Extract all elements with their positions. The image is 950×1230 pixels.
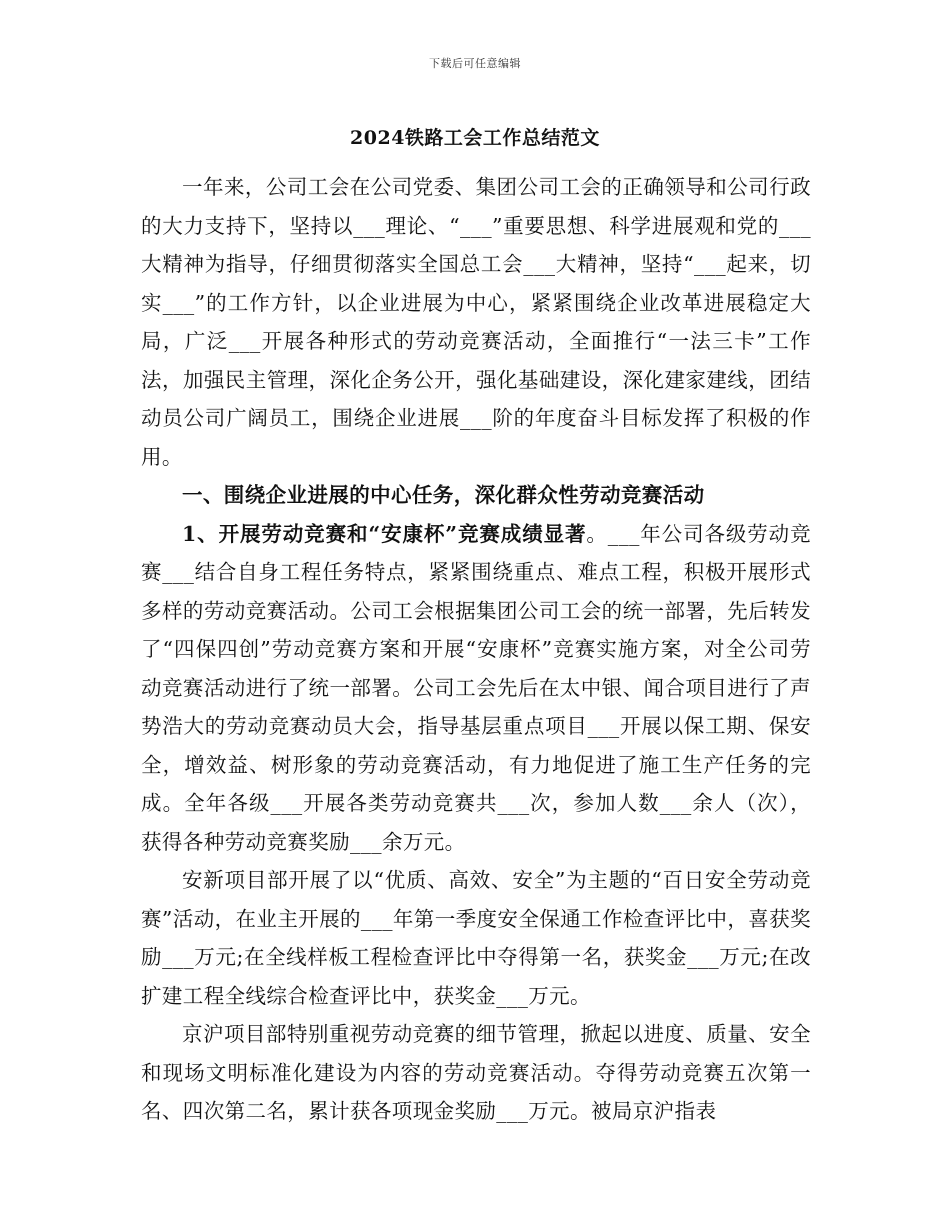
section-1-paragraph-3: 京沪项目部特别重视劳动竞赛的细节管理，掀起以进度、质量、安全和现场文明标准化建设为内容的劳动竞赛活动。夺得劳动竞赛五次第一名、四次第二名，累计获各项现金奖励___万元。被局京沪指表 <box>141 1022 811 1123</box>
document-title: 2024铁路工会工作总结范文 <box>350 127 600 149</box>
header-note: 下载后可任意编辑 <box>429 57 521 70</box>
section-1-paragraph-1 <box>141 515 811 862</box>
subsection-1-title: 1、开展劳动竞赛和“安康杯”竞赛成绩显著 <box>182 521 587 546</box>
section-1-paragraph-2: 安新项目部开展了以“优质、高效、安全”为主题的“百日安全劳动竞赛”活动，在业主开展的___年第一季度安全保通工作检查评比中，喜获奖励___万元;在全线样板工程检查评比中夺得第一名，获奖金___万元;在改扩建工程全线综合检查评比中，获奖金___万元。 <box>141 868 811 1008</box>
subsection-1-text: 。___年公司各级劳动竞赛___结合自身工程任务特点，紧紧围绕重点、难点工程，积极开展形式多样的劳动竞赛活动。公司工会根据集团公司工会的统一部署，先后转发了“四保四创”劳动竞赛方案和开展“安康杯”竞赛实施方案，对全公司劳动竞赛活动进行了统一部署。公司工会先后在太中银、闻合项目进行了声势浩大的劳动竞赛动员大会，指导基层重点项目___开展以保工期、保安全，增效益、树形象的劳动竞赛活动，有力地促进了施工生产任务的完成。全年各级___开展各类劳动竞赛共___次，参加人数___余人（次），获得各种劳动竞赛奖励___余万元。 <box>141 521 811 854</box>
document-body <box>141 168 811 1131</box>
section-1-heading: 一、围绕企业进展的中心任务，深化群众性劳动竞赛活动 <box>182 483 705 507</box>
intro-paragraph: 一年来，公司工会在公司党委、集团公司工会的正确领导和公司行政的大力支持下，坚持以___理论、“___”重要思想、科学进展观和党的___大精神为指导，仔细贯彻落实全国总工会___大精神，坚持“___起来，切实___”的工作方针，以企业进展为中心，紧紧围绕企业改革进展稳定大局，广泛___开展各种形式的劳动竞赛活动，全面推行“一法三卡”工作法，加强民主管理，深化企务公开，强化基础建设，深化建家建线，团结动员公司广阔员工，围绕企业进展___阶的年度奋斗目标发挥了积极的作用。 <box>141 175 811 469</box>
